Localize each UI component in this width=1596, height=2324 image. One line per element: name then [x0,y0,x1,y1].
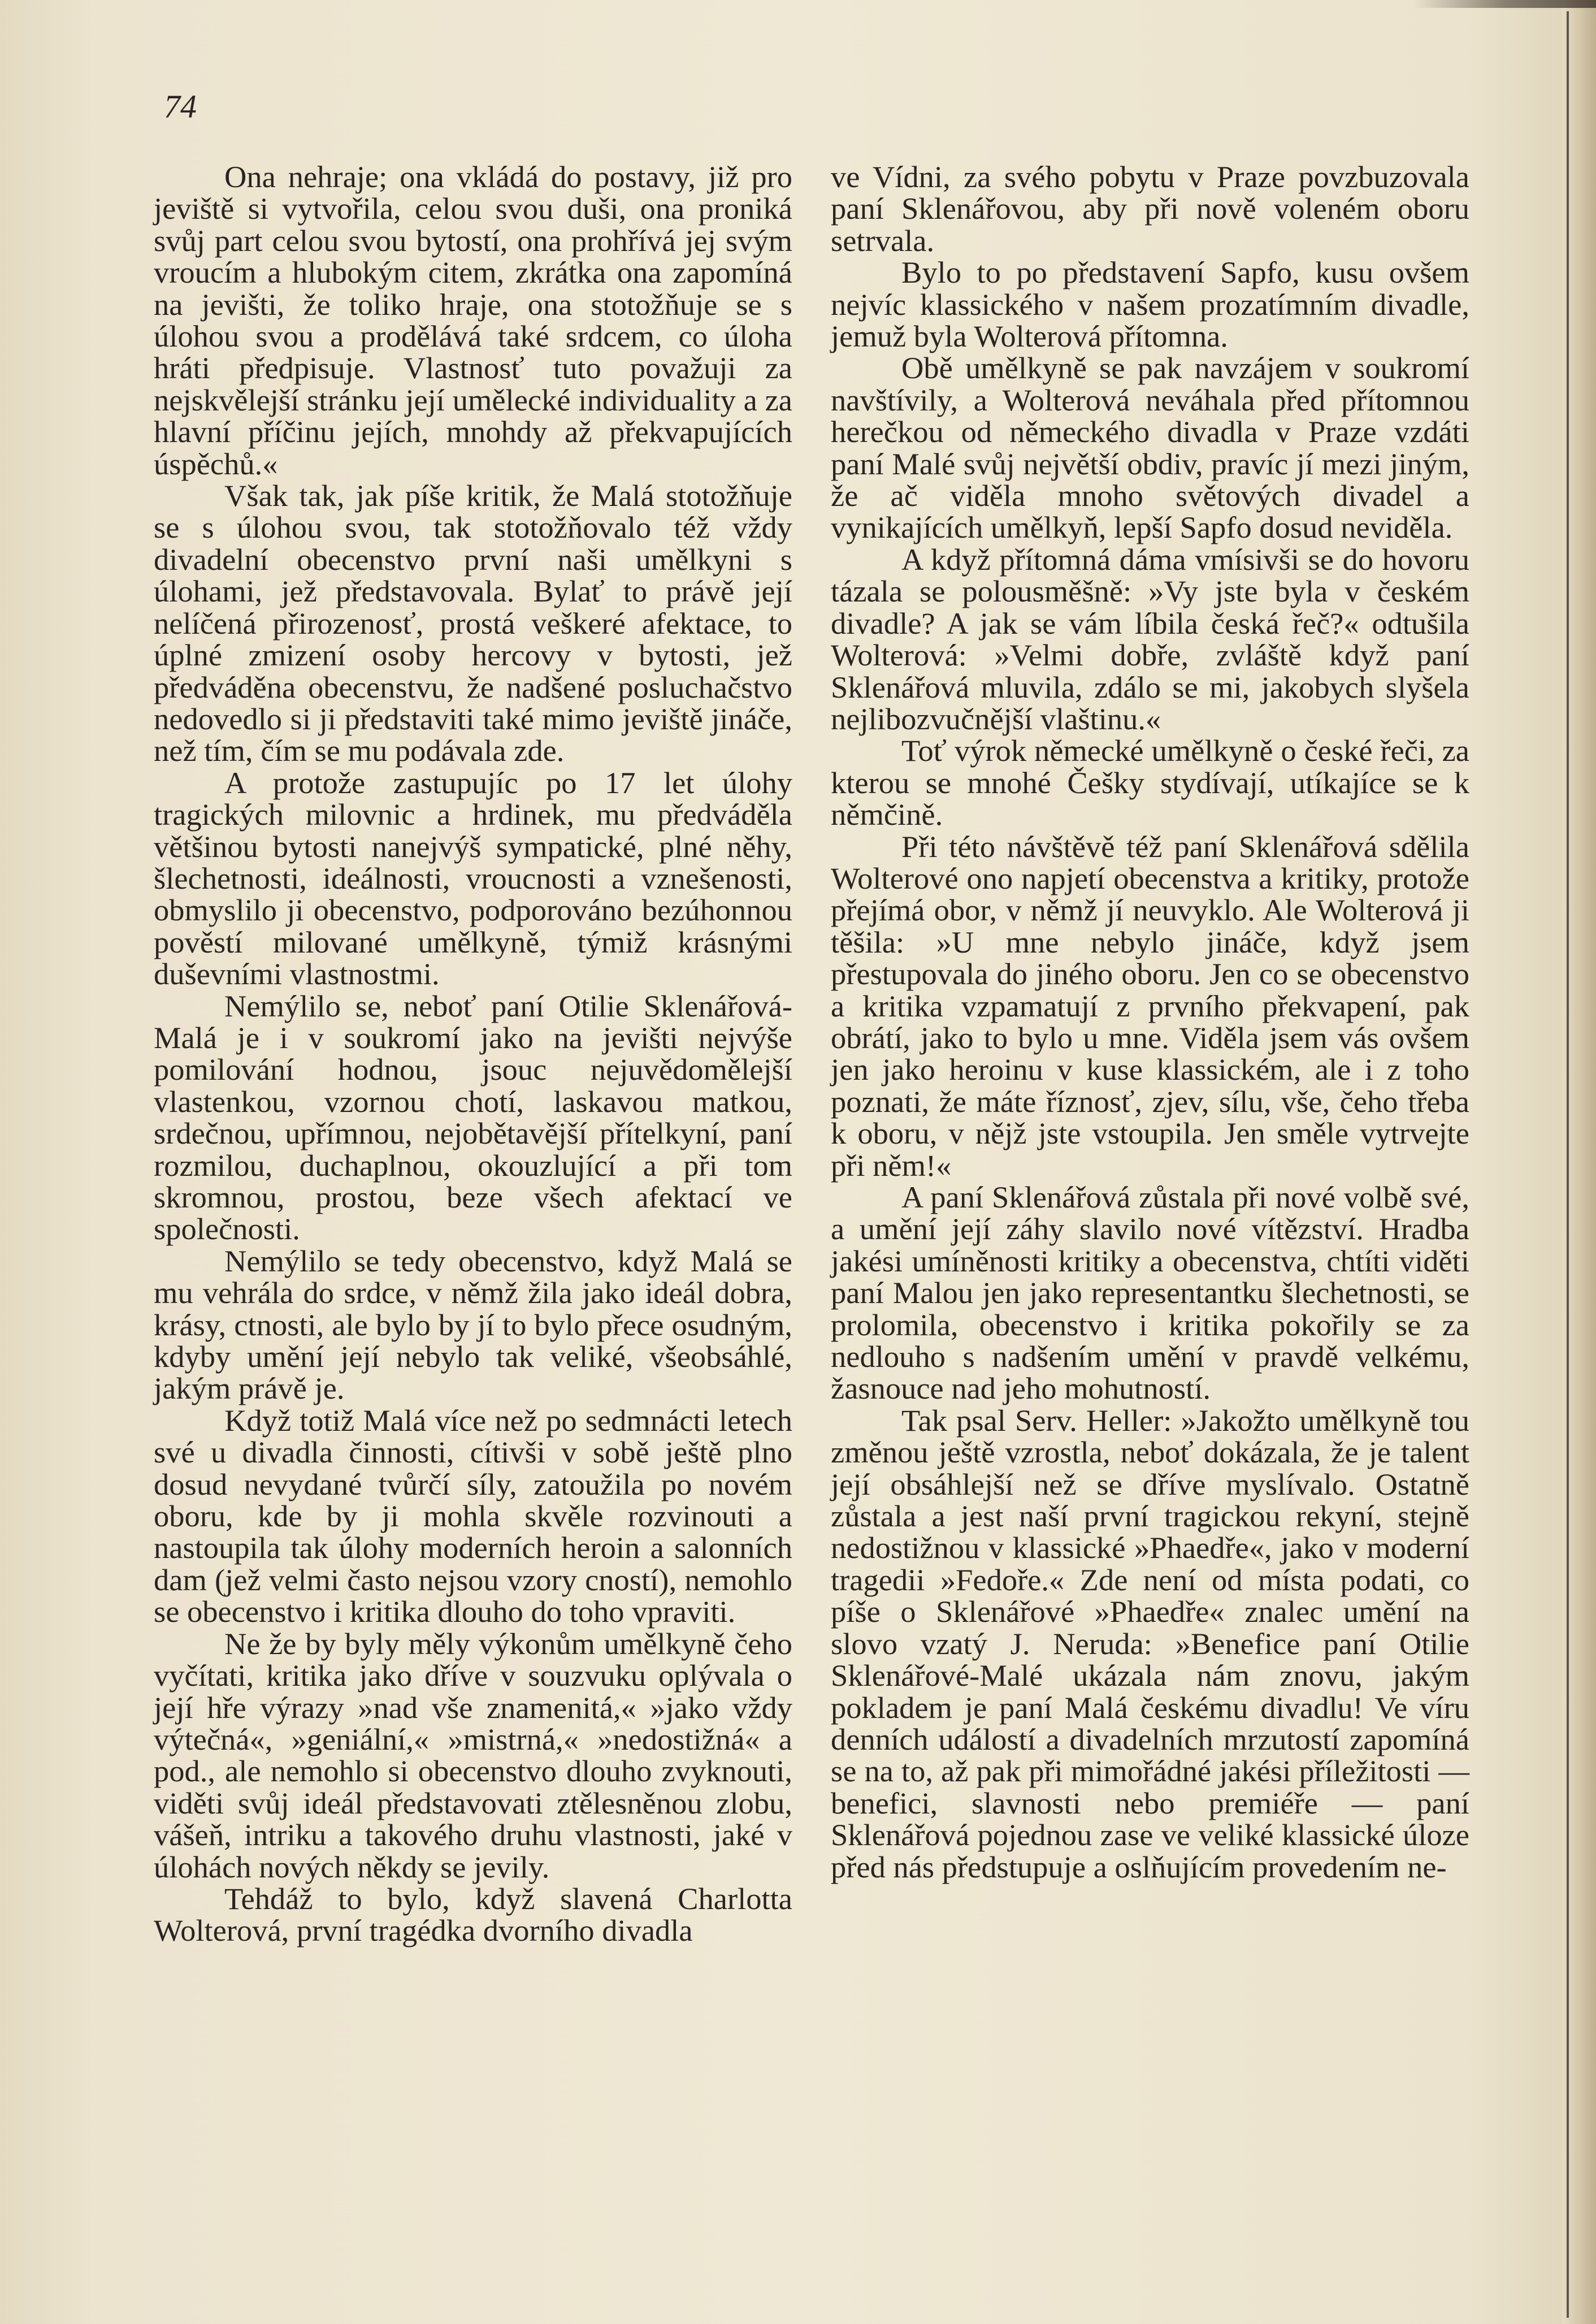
left-column [154,161,792,1947]
paragraph: Obě umělkyně se pak navzájem v soukromí navštívily, a Wolterová neváhala před přítomnou herečkou od německého divadla v Praze vzdáti paní Malé svůj největší obdiv, pravíc jí mezi jiným, že ač viděla mnoho světových divadel a vynikajících umělkyň, lepší Sapfo dosud neviděla. [831,350,1469,545]
paragraph: A protože zastupujíc po 17 let úlohy tragických milovnic a hrdinek, mu předváděla většinou bytosti nanejvýš sympatické, plné něhy, šlechetnosti, ideálnosti, vroucnosti a vznešenosti, obmyslilo ji obecenstvo, podporováno bezúhonnou pověstí milované umělkyně, týmiž krásnými duševními vlastnostmi. [154,765,792,992]
paragraph: Ona nehraje; ona vkládá do postavy, již pro jeviště si vytvořila, celou svou duši, ona proniká svůj part celou svou bytostí, ona prohřívá jej svým vroucím a hlubokým citem, zkrátka ona zapomíná na jevišti, že toliko hraje, ona stotožňuje se s úlohou svou a prodělává také srdcem, co úloha hráti předpisuje. Vlastnosť tuto považuji za nejskvělejší stránku její umělecké individuality a za hlavní příčinu jejích, mnohdy až překvapujících úspěchů.« [154,159,792,481]
binding-rule [1567,11,1569,2318]
paragraph: Toť výrok německé umělkyně o české řeči, za kterou se mnohé Češky stydívají, utíkajíce se k němčině. [831,733,1469,832]
paragraph: A paní Sklenářová zůstala při nové volbě své, a umění její záhy slavilo nové vítězství. Hradba jakési umíněnosti kritiky a obecenstva, chtíti viděti paní Malou jen jako representantku šlechetnosti, se prolomila, obecenstvo i kritika pokořily se za nedlouho s nadšením umění v pravdě velkému, žasnouce nad jeho mohutností. [831,1180,1469,1406]
paragraph: Nemýlilo se, neboť paní Otilie Sklenářová-Malá je i v soukromí jako na jevišti nejvýše pomilování hodnou, jsouc nejuvědomělejší vlastenkou, vzornou chotí, laskavou matkou, srdečnou, upřímnou, nejobětavější přítelkyní, paní rozmilou, duchaplnou, okouzlující a při tom skromnou, prostou, beze všech afektací ve společnosti. [154,988,792,1247]
page-shadow-edge [1413,0,1596,8]
paragraph: Když totiž Malá více než po sedmnácti letech své u divadla činnosti, cítivši v sobě ještě plno dosud nevydané tvůrčí síly, zatoužila po novém oboru, kde by ji mohla skvěle rozvinouti a nastoupila tak úlohy moderních heroin a salonních dam (jež velmi často nejsou vzory cností), nemohlo se obecenstvo i kritika dlouho do toho vpraviti. [154,1403,792,1629]
paragraph: Však tak, jak píše kritik, že Malá stotožňuje se s úlohou svou, tak stotožňovalo též vždy divadelní obecenstvo první naši umělkyni s úlohami, jež představovala. Bylať to právě její nelíčená přirozenosť, prostá veškeré afektace, to úplné zmizení osoby hercovy v bytosti, jež předváděna obecenstvu, že nadšené posluchačstvo nedovedlo si ji představiti také mimo jeviště jináče, než tím, čím se mu podávala zde. [154,478,792,768]
paragraph: Bylo to po představení Sapfo, kusu ovšem nejvíc klassického v našem prozatímním divadle, jemuž byla Wolterová přítomna. [831,255,1469,354]
right-column [831,161,1469,1883]
paragraph: Ne že by byly měly výkonům umělkyně čeho vyčítati, kritika jako dříve v souzvuku oplývala o její hře výrazy »nad vše znamenitá,« »jako vždy výtečná«, »geniální,« »mistrná,« »nedostižná« a pod., ale nemohlo si obecenstvo dlouho zvyknouti, viděti svůj ideál představovati ztělesněnou zlobu, vášeň, intriku a takového druhu vlastnosti, jaké v úlohách nových někdy se jevily. [154,1626,792,1884]
paragraph: Nemýlilo se tedy obecenstvo, když Malá se mu vehrála do srdce, v němž žila jako ideál dobra, krásy, ctnosti, ale bylo by jí to bylo přece osudným, kdyby umění její nebylo tak veliké, všeobsáhlé, jakým právě je. [154,1243,792,1406]
page-number: 74 [164,88,197,125]
paragraph: Tehdáž to bylo, když slavená Charlotta Wolterová, první tragédka dvorního divadla [154,1881,792,1948]
paragraph: Tak psal Serv. Heller: »Jakožto umělkyně tou změnou ještě vzrostla, neboť dokázala, že je talent její obsáhlejší než se dříve myslívalo. Ostatně zůstala a jest naší první tragickou rekyní, stejně nedostižnou v klassické »Phaedře«, jako v moderní tragedii »Fedoře.« Zde není od místa podati, co píše o Sklenářové »Phaedře« znalec umění na slovo vzatý J. Neruda: »Benefice paní Otilie Sklenářové-Malé ukázala nám znovu, jakým pokladem je paní Malá českému divadlu! Ve víru denních událostí a divadelních mrzutostí zapomíná se na to, až pak při mimořádné jakési příležitosti — benefici, slavnosti nebo premiéře — paní Sklenářová pojednou zase ve veliké klassické úloze před nás předstupuje a oslňujícím provedením ne- [831,1403,1469,1884]
paragraph-continued: ve Vídni, za svého pobytu v Praze povzbuzovala paní Sklenářovou, aby při nově voleném oboru setrvala. [831,159,1469,258]
paragraph: A když přítomná dáma vmísivši se do hovoru tázala se polousměšně: »Vy jste byla v českém divadle? A jak se vám líbila česká řeč?« odtušila Wolterová: »Velmi dobře, zvláště když paní Sklenářová mluvila, zdálo se mi, jakobych slyšela nejlibozvučnější vlaštinu.« [831,542,1469,736]
paragraph: Při této návštěvě též paní Sklenářová sdělila Wolterové ono napjetí obecenstva a kritiky, protože přejímá obor, v němž jí neuvyklo. Ale Wolterová ji těšila: »U mne nebylo jináče, když jsem přestupovala do jiného oboru. Jen co se obecenstvo a kritika vzpamatují z prvního překvapení, pak obrátí, jako to bylo u mne. Viděla jsem vás ovšem jen jako heroinu v kuse klassickém, ale i z toho poznati, že máte říznosť, zjev, sílu, vše, čeho třeba k oboru, v nějž jste vstoupila. Jen směle vytrvejte při něm!« [831,829,1469,1183]
